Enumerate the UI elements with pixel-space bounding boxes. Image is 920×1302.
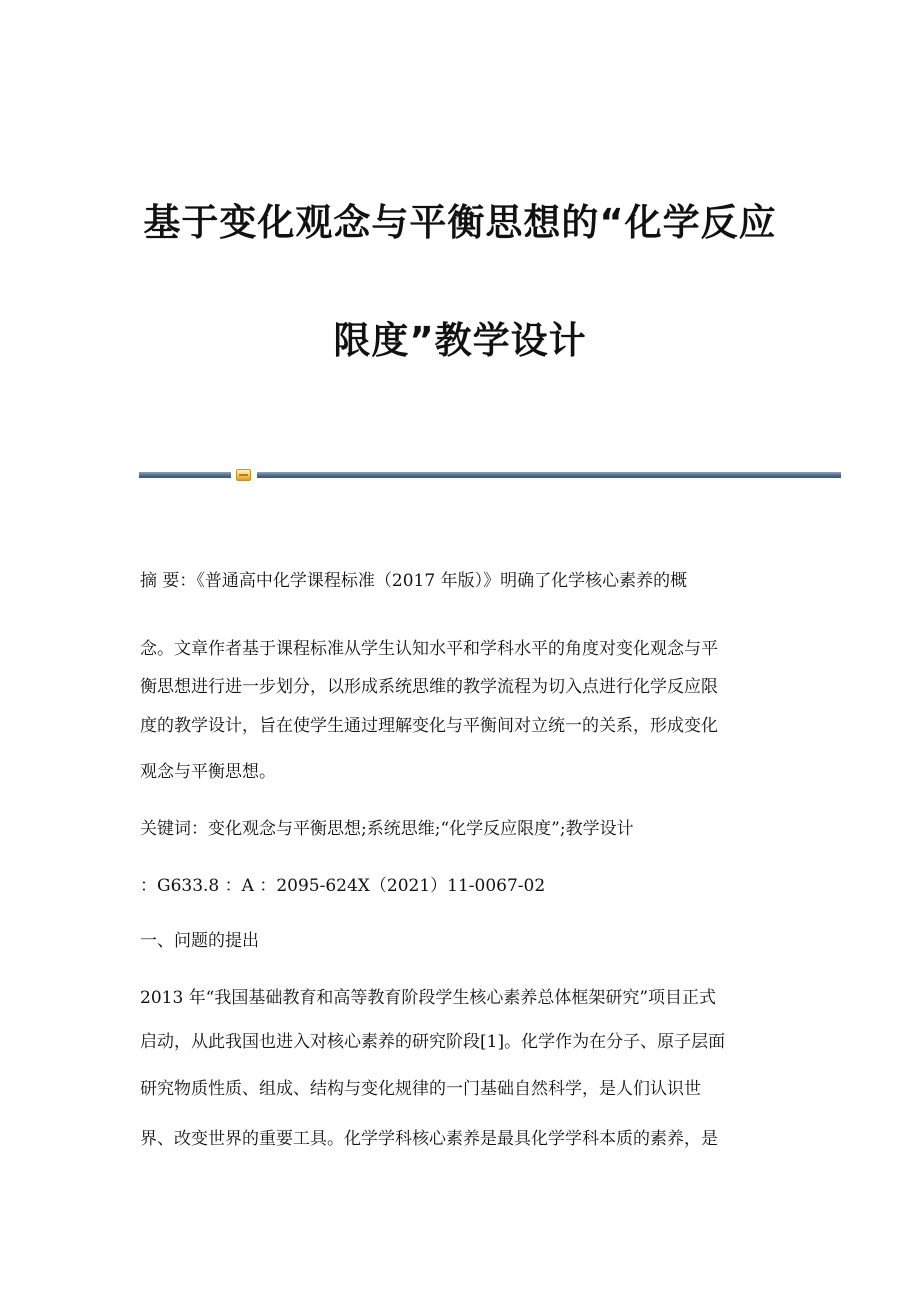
section-heading: 一、问题的提出 — [140, 931, 259, 951]
body-line-3: 研究物质性质、组成、结构与变化规律的一门基础自然科学，是人们认识世 — [140, 1079, 701, 1099]
title-divider — [139, 469, 841, 481]
divider-bar-left — [139, 472, 231, 478]
abstract-line-2: 念。文章作者基于课程标准从学生认知水平和学科水平的角度对变化观念与平 — [140, 639, 718, 659]
body-line-4: 界、改变世界的重要工具。化学学科核心素养是最具化学学科本质的素养，是 — [140, 1129, 718, 1149]
abstract-line-1: 摘 要：《普通高中化学课程标准（2017 年版）》明确了化学核心素养的概 — [140, 571, 688, 591]
abstract-line-4: 度的教学设计，旨在使学生通过理解变化与平衡间对立统一的关系，形成变化 — [140, 716, 718, 736]
keywords: 关键词：变化观念与平衡思想;系统思维;“化学反应限度”;教学设计 — [140, 819, 634, 839]
title-line-2: 限度”教学设计 — [333, 319, 587, 362]
title-line-1: 基于变化观念与平衡思想的“化学反应 — [143, 201, 777, 244]
abstract-line-3: 衡思想进行进一步划分，以形成系统思维的教学流程为切入点进行化学反应限 — [140, 677, 718, 697]
abstract-line-5: 观念与平衡思想。 — [140, 762, 276, 782]
divider-bar-right — [257, 472, 841, 478]
body-line-2: 启动，从此我国也进入对核心素养的研究阶段[1]。化学作为在分子、原子层面 — [140, 1032, 726, 1052]
body-line-1: 2013 年“我国基础教育和高等教育阶段学生核心素养总体框架研究”项目正式 — [140, 988, 717, 1008]
classification-codes: ：G633.8 ：A ：2095-624X（2021）11-0067-02 — [140, 876, 546, 896]
divider-ornament-icon — [236, 469, 251, 481]
